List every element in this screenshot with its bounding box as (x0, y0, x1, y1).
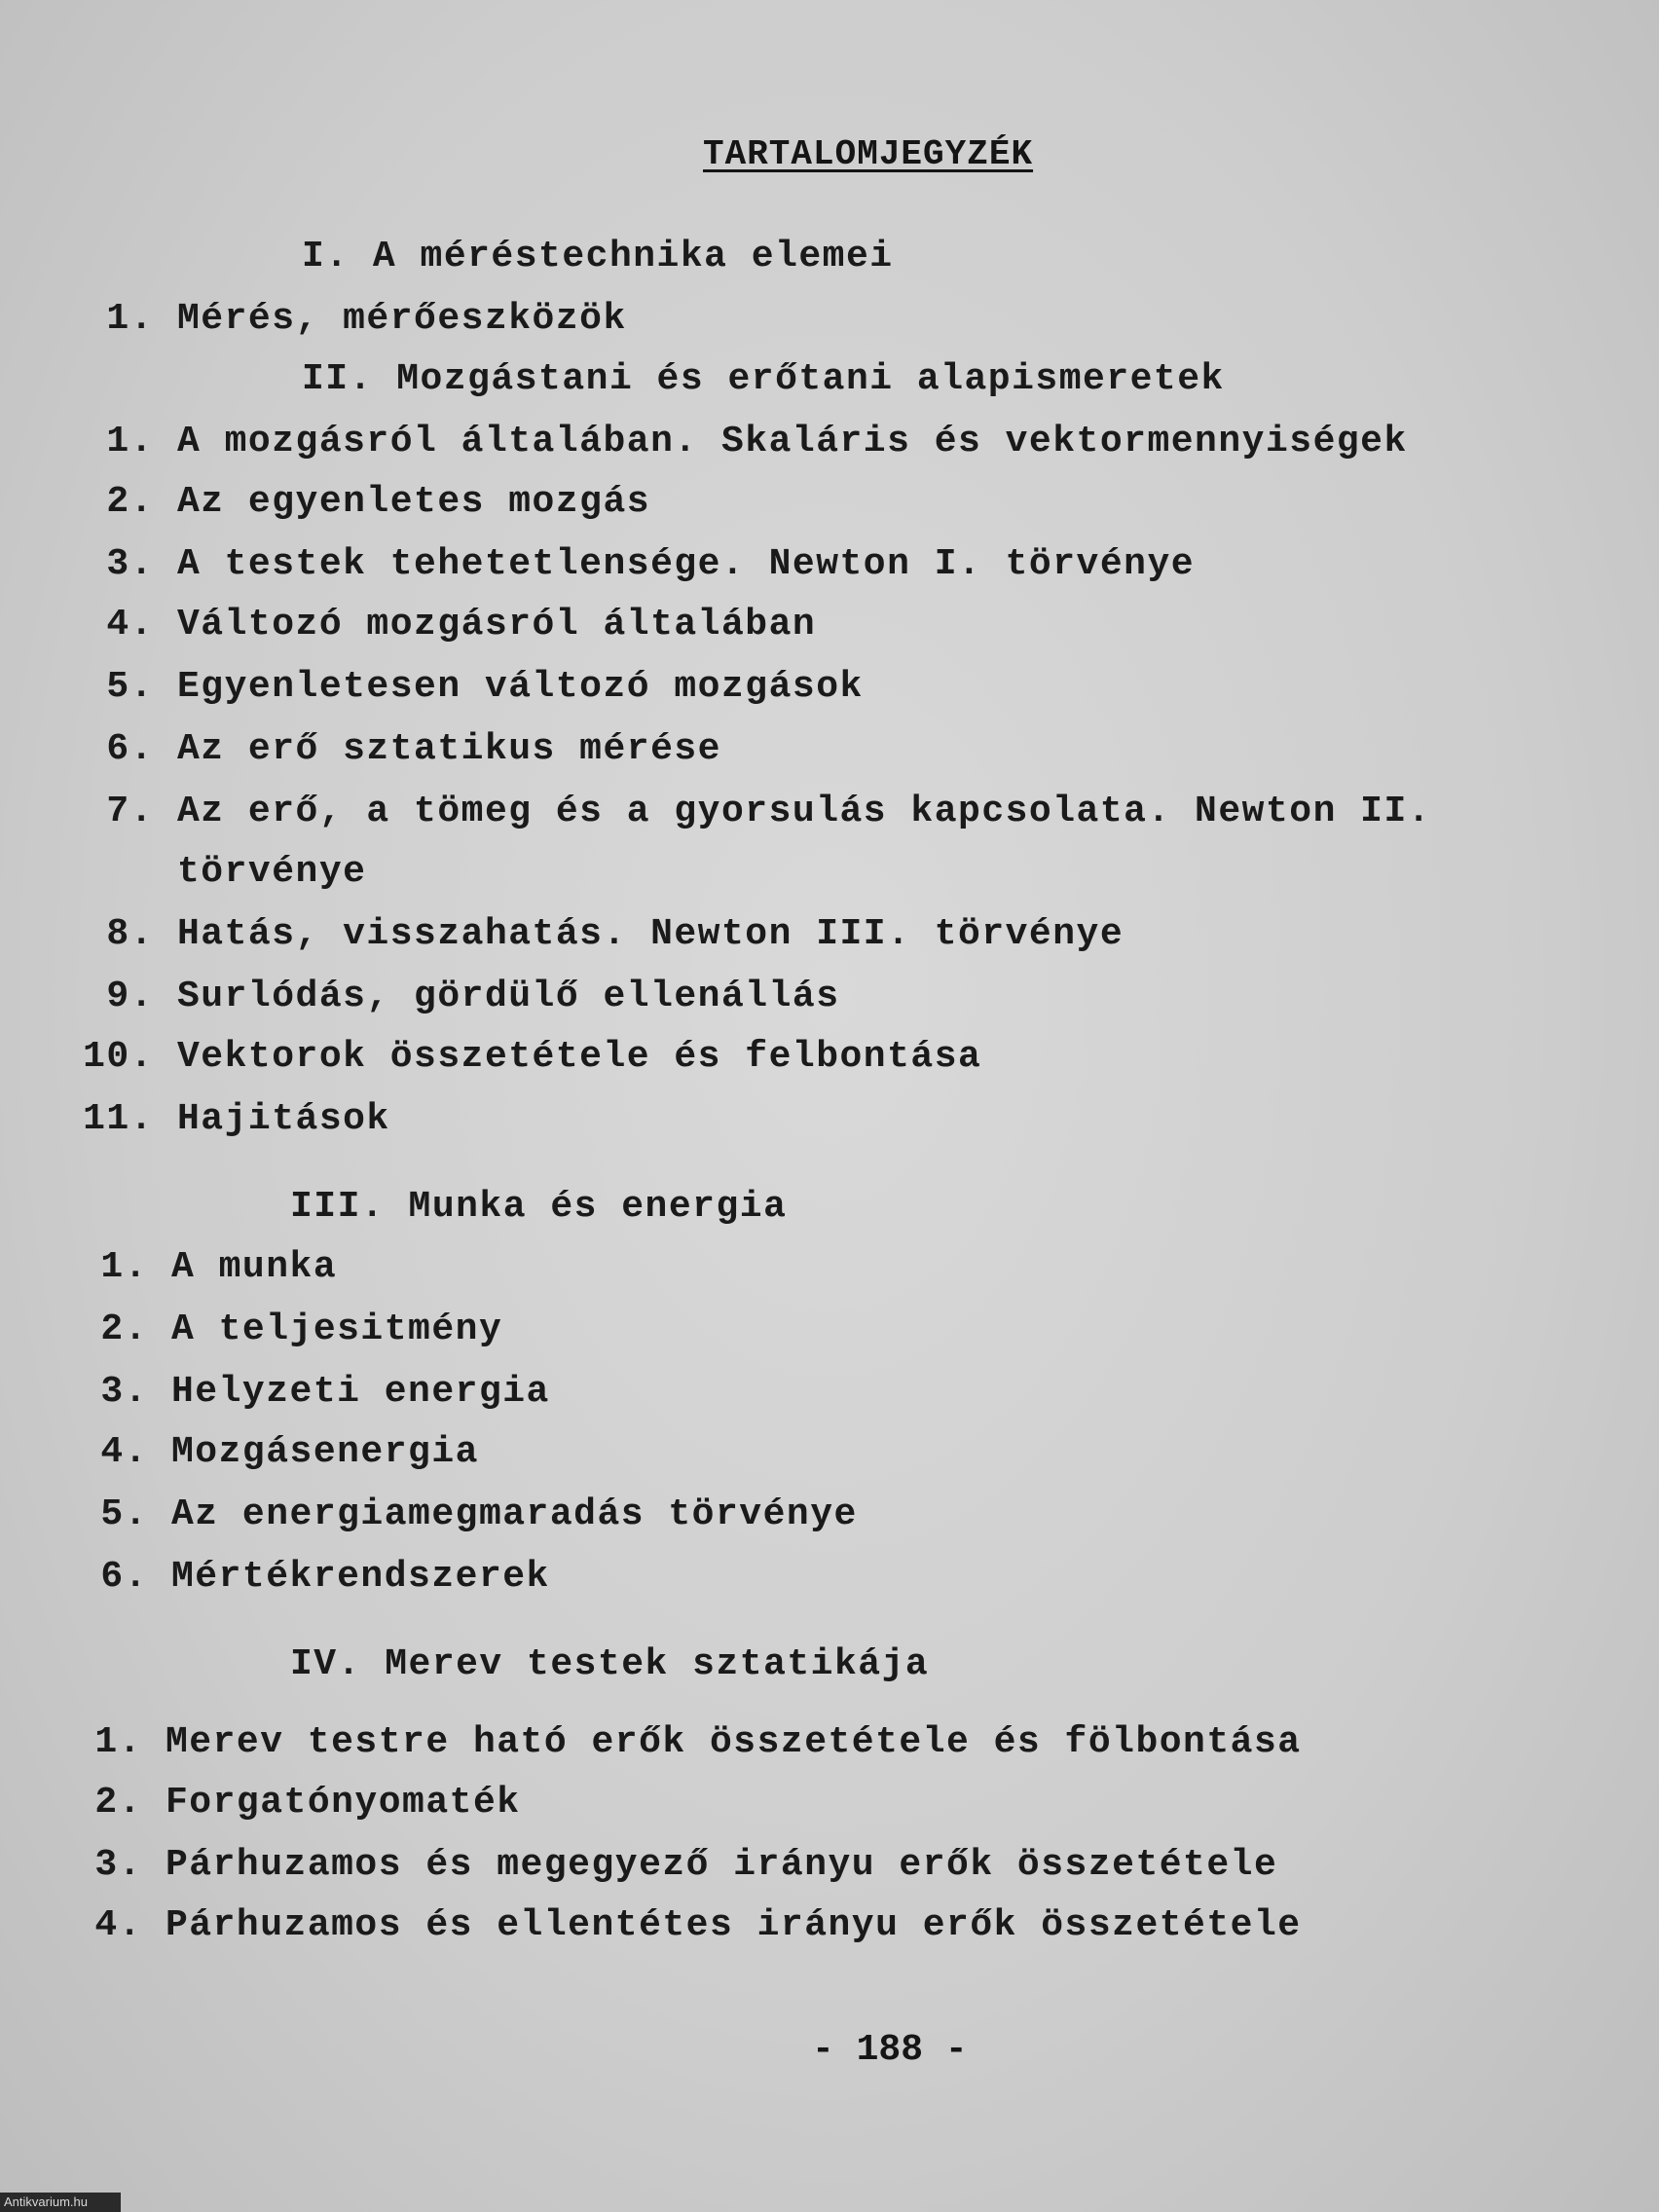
toc-item-number: 1. (106, 421, 154, 462)
toc-item-text: Hatás, visszahatás. Newton III. törvénye (177, 913, 1124, 955)
toc-item-number: 2. (94, 1782, 142, 1824)
toc-item-text: Párhuzamos és megegyező irányu erők összetétele (166, 1844, 1278, 1886)
toc-item (70, 1371, 550, 1413)
toc-item (70, 1556, 550, 1598)
toc-item-text: Az energiamegmaradás törvénye (171, 1493, 858, 1535)
page-title: TARTALOMJEGYZÉK (703, 134, 1034, 174)
toc-item-number: 8. (106, 913, 154, 955)
page-number: - 188 - (812, 2029, 968, 2071)
toc-item (76, 728, 721, 770)
toc-item-number: 5. (100, 1493, 148, 1535)
toc-item-number: 3. (94, 1844, 142, 1886)
toc-item-number: 11. (83, 1098, 154, 1140)
toc-item-number: 1. (94, 1721, 142, 1763)
toc-item (76, 791, 1431, 832)
toc-item-number: 6. (100, 1556, 148, 1598)
watermark: Antikvarium.hu (0, 2193, 121, 2212)
toc-item (70, 1309, 502, 1350)
section-heading: I. A méréstechnika elemei (302, 236, 894, 277)
toc-item-number: 9. (106, 976, 154, 1017)
toc-item-text: Hajitások (177, 1098, 390, 1140)
toc-item-number: 4. (100, 1431, 148, 1473)
toc-item (70, 1493, 858, 1535)
toc-item-text: A testek tehetetlensége. Newton I. törvénye (177, 543, 1196, 585)
toc-item-number: 7. (106, 791, 154, 832)
toc-item-number: 5. (106, 666, 154, 708)
toc-item-text: A munka (171, 1246, 338, 1288)
toc-item-text: Mérés, mérőeszközök (177, 298, 627, 340)
toc-item-number: 3. (106, 543, 154, 585)
section-heading: IV. Merev testek sztatikája (290, 1643, 930, 1685)
toc-item-number: 4. (106, 604, 154, 645)
toc-item (70, 1431, 479, 1473)
toc-item (76, 543, 1195, 585)
toc-item-number: 3. (100, 1371, 148, 1413)
toc-item-number: 6. (106, 728, 154, 770)
toc-item-text: Változó mozgásról általában (177, 604, 817, 645)
toc-item-continuation: törvénye (177, 851, 367, 893)
toc-item-text: Az erő sztatikus mérése (177, 728, 721, 770)
toc-item-text: Párhuzamos és ellentétes irányu erők összetétele (166, 1904, 1302, 1946)
toc-item (76, 298, 627, 340)
toc-item-text: Mértékrendszerek (171, 1556, 550, 1598)
toc-item (76, 421, 1408, 462)
toc-item-text: Helyzeti energia (171, 1371, 550, 1413)
toc-item (76, 1036, 981, 1078)
toc-item (76, 604, 816, 645)
toc-item-text: A teljesitmény (171, 1309, 503, 1350)
toc-item (64, 1782, 521, 1824)
toc-item-number: 10. (83, 1036, 154, 1078)
toc-item (64, 1844, 1277, 1886)
toc-item (76, 666, 864, 708)
toc-item-text: Merev testre ható erők összetétele és fölbontása (166, 1721, 1302, 1763)
section-heading: III. Munka és energia (290, 1186, 788, 1228)
toc-item (70, 1246, 337, 1288)
toc-item-number: 2. (100, 1309, 148, 1350)
toc-item-text: Mozgásenergia (171, 1431, 479, 1473)
toc-item-text: Egyenletesen változó mozgások (177, 666, 864, 708)
toc-item-text: Az erő, a tömeg és a gyorsulás kapcsolata. Newton II. (177, 791, 1432, 832)
section-heading: II. Mozgástani és erőtani alapismeretek (302, 358, 1225, 400)
toc-item (64, 1904, 1302, 1946)
toc-item (76, 1098, 390, 1140)
toc-item (64, 1721, 1302, 1763)
toc-item-text: Surlódás, gördülő ellenállás (177, 976, 840, 1017)
toc-item-text: Forgatónyomaték (166, 1782, 521, 1824)
toc-item-number: 1. (106, 298, 154, 340)
toc-item (76, 481, 650, 523)
toc-item-number: 4. (94, 1904, 142, 1946)
toc-item-text: Az egyenletes mozgás (177, 481, 651, 523)
toc-item-text: A mozgásról általában. Skaláris és vektormennyiségek (177, 421, 1408, 462)
toc-item-number: 1. (100, 1246, 148, 1288)
toc-item-text: Vektorok összetétele és felbontása (177, 1036, 982, 1078)
toc-item-number: 2. (106, 481, 154, 523)
toc-item (76, 913, 1124, 955)
toc-item (76, 976, 840, 1017)
